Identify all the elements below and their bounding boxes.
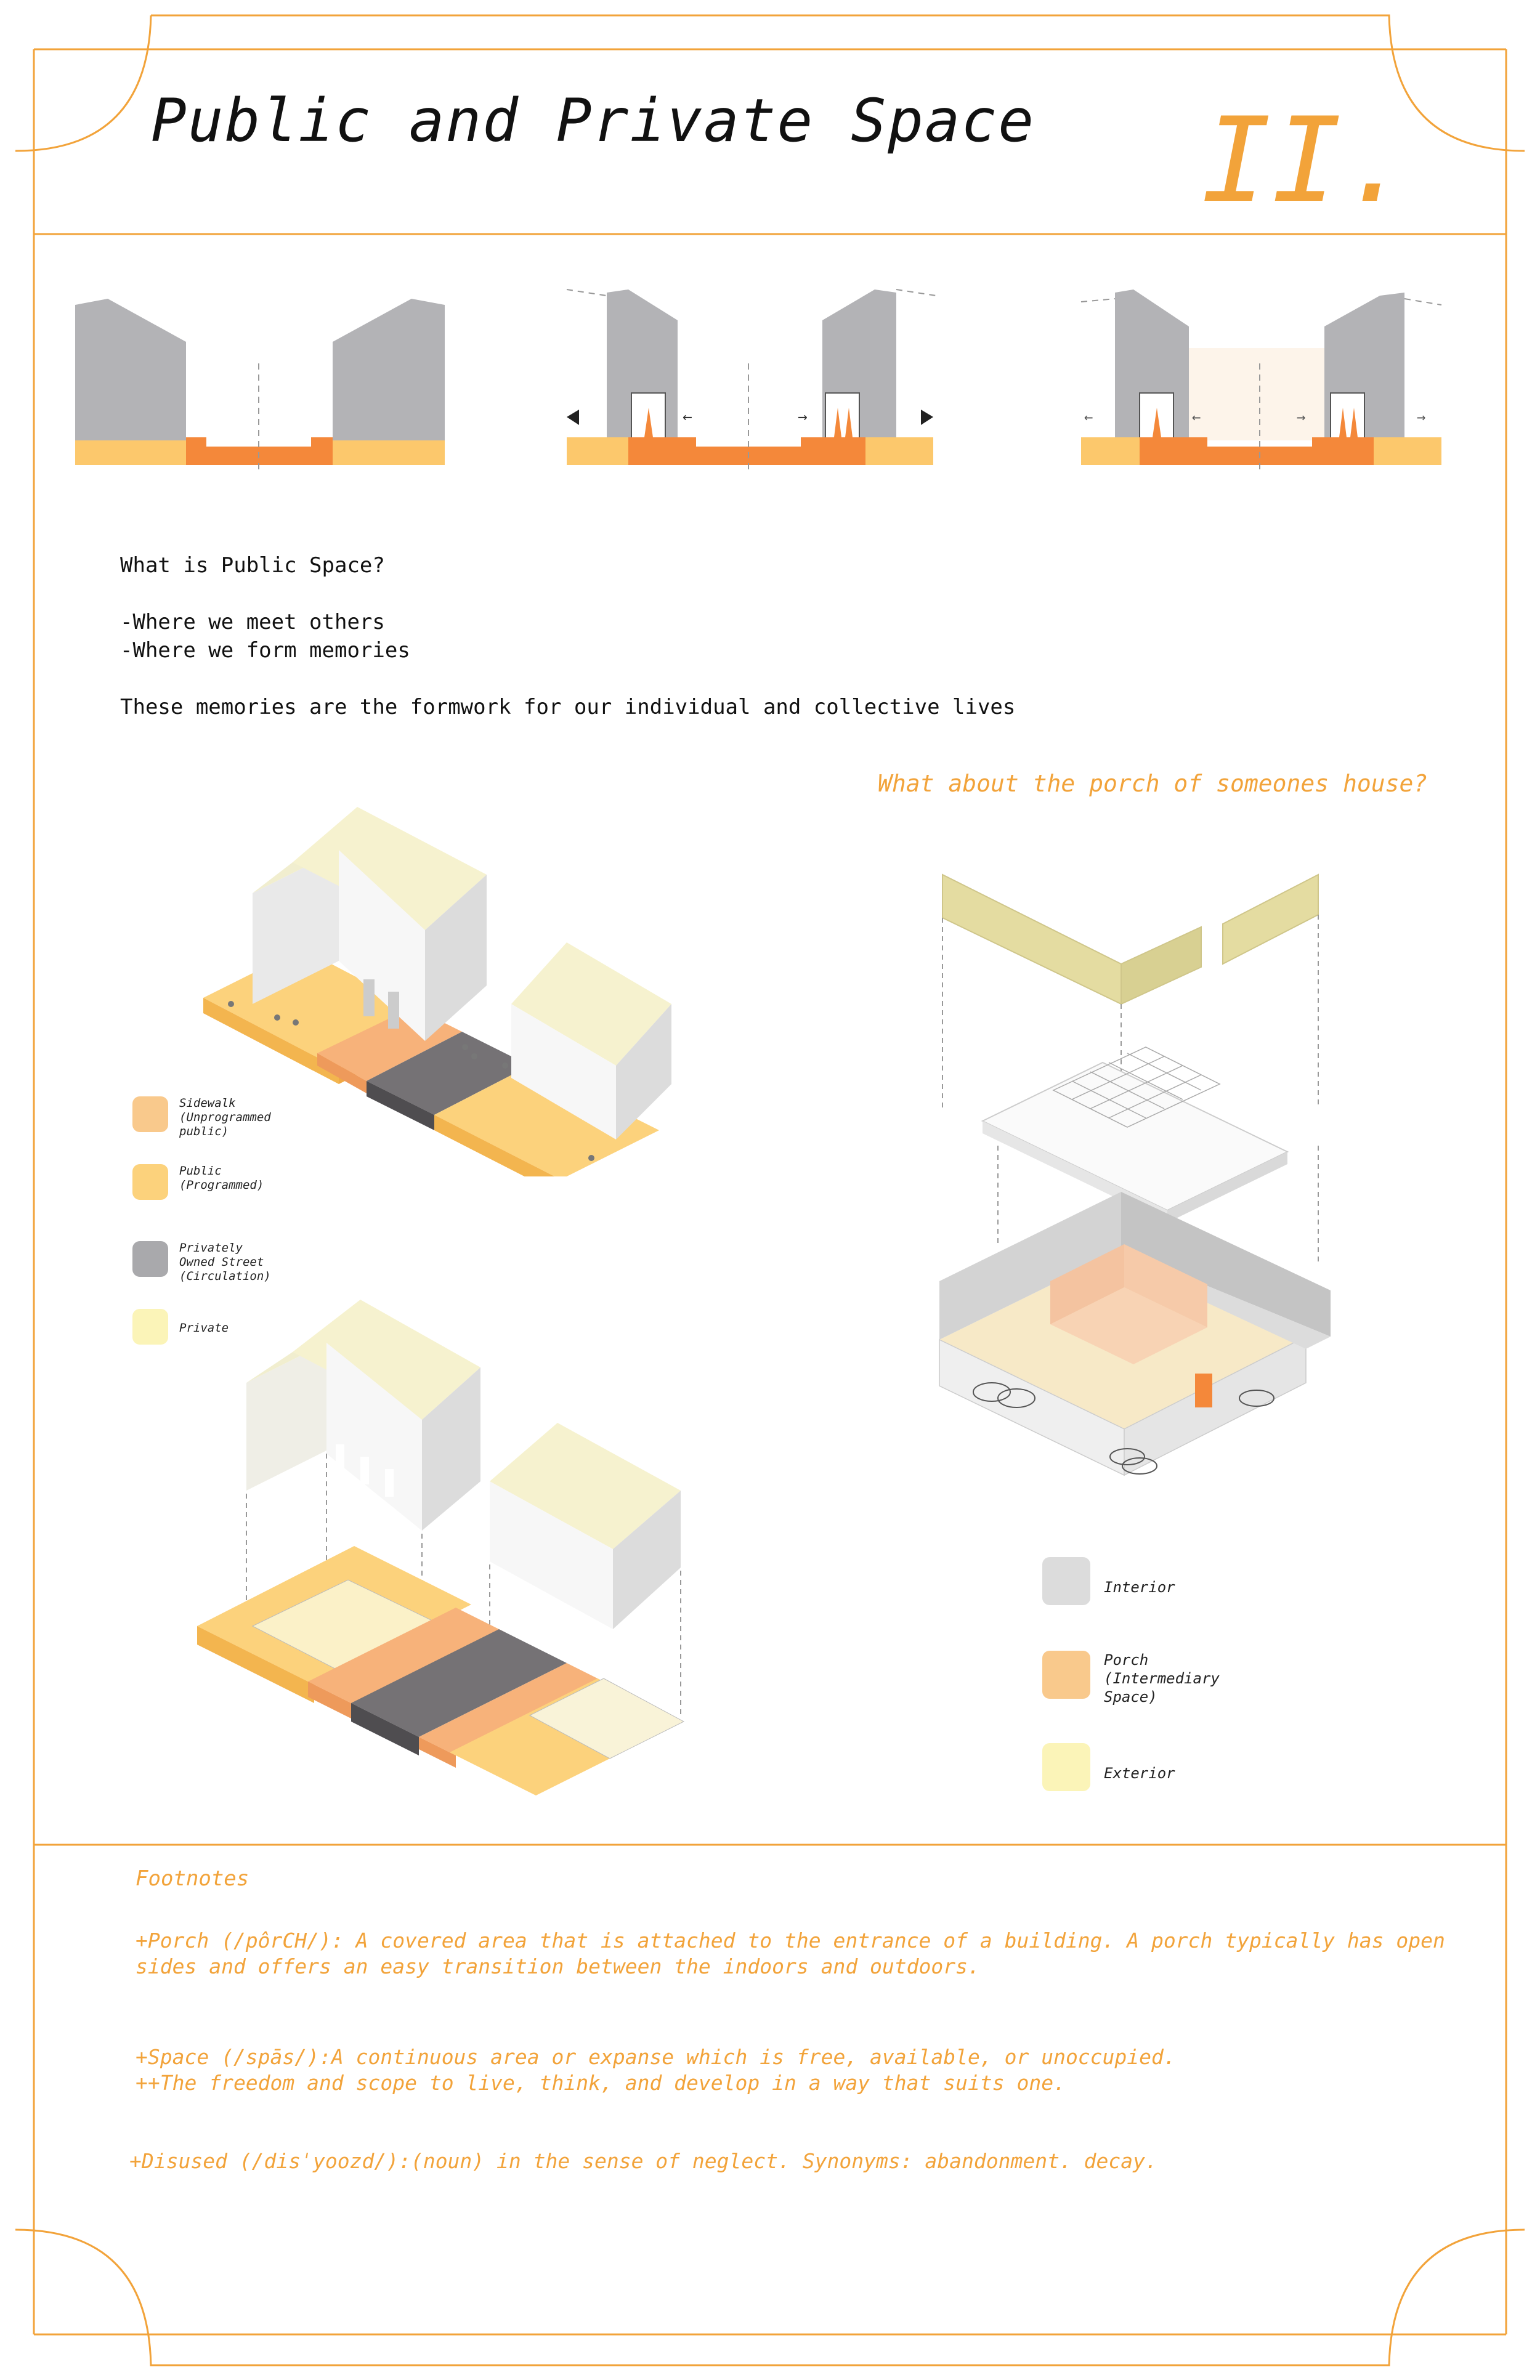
page-title: Public and Private Space (151, 86, 1035, 155)
svg-text:←: ← (683, 408, 692, 426)
legend-interior (1042, 1557, 1175, 1605)
legend-label-interior: Interior (1104, 1579, 1175, 1596)
porch-canopy-zone (1189, 348, 1324, 440)
arrow-right-outer (921, 410, 933, 425)
legend-label-porch: Porch (Intermediary Space) (1104, 1651, 1220, 1706)
legend-swatch-interior (1042, 1557, 1090, 1605)
legend-swatch-private (132, 1309, 168, 1345)
section-diagrams (0, 271, 1540, 493)
svg-text:→: → (798, 408, 808, 426)
intro-bullet-1: -Where we meet others (120, 610, 385, 634)
section-number: II. (1201, 92, 1413, 229)
legend-swatch-private-street (132, 1241, 168, 1277)
section-diagram-2 (567, 289, 936, 474)
legend-swatch-porch (1042, 1651, 1090, 1699)
door-right (1331, 393, 1364, 440)
legend-label-private: Private (179, 1321, 229, 1335)
footnotes (129, 1866, 1445, 2174)
svg-text:←: ← (1192, 408, 1201, 426)
legend-exterior (1042, 1743, 1175, 1791)
footnote-porch-line-2: sides and offers an easy transition between the indoors and outdoors. (136, 1954, 980, 1978)
footnote-disused: +Disused (/disˈyoozd/):(noun) in the sense of neglect. Synonyms: abandonment. decay. (129, 2149, 1157, 2173)
public-ground-right (333, 440, 445, 465)
legend-swatch-public (132, 1164, 168, 1200)
footnote-porch-line-1: +Porch (/pôrCH/): A covered area that is attached to the entrance of a building. A porch typically has open (136, 1929, 1445, 1953)
legend-porch (1042, 1651, 1220, 1706)
building-right (333, 299, 445, 440)
legend-public (132, 1164, 264, 1200)
arrow-left-outer (567, 410, 579, 425)
porch-question: What about the porch of someones house? (878, 770, 1428, 797)
intro-question: What is Public Space? (120, 553, 385, 578)
building-left (75, 299, 186, 440)
section-diagram-1 (75, 299, 445, 474)
legend-label-private-street: Privately Owned Street (Circulation) (179, 1241, 271, 1283)
footnote-space-line-1: +Space (/spās/):A continuous area or expanse which is free, available, or unoccupied. (136, 2045, 1176, 2069)
svg-text:→: → (1297, 408, 1306, 426)
public-ground-left (75, 440, 186, 465)
legend-private-street (132, 1241, 271, 1284)
section-diagram-3 (1081, 289, 1441, 474)
intro-text (120, 551, 1015, 721)
footnote-space-line-2: ++The freedom and scope to live, think, and develop in a way that suits one. (136, 2071, 1066, 2095)
exploded-site-diagram (185, 1290, 739, 1795)
svg-text:→: → (1417, 408, 1426, 426)
public-ground-right (865, 437, 933, 465)
legend-swatch-exterior (1042, 1743, 1090, 1791)
svg-text:←: ← (1084, 408, 1093, 426)
legend-label-sidewalk: Sidewalk (Unprogrammed public) (179, 1096, 271, 1138)
footnotes-title: Footnotes (136, 1866, 249, 1891)
porch-exploded-axonometric (924, 856, 1417, 1534)
intro-statement: These memories are the formwork for our individual and collective lives (120, 695, 1016, 719)
intro-bullet-2: -Where we form memories (120, 638, 410, 663)
legend-sidewalk (132, 1096, 271, 1139)
legend-swatch-sidewalk (132, 1096, 168, 1132)
legend-label-exterior: Exterior (1104, 1765, 1175, 1782)
door-right (825, 393, 859, 440)
legend-label-public: Public (Programmed) (179, 1164, 264, 1192)
public-ground-left (567, 437, 628, 465)
porch-ground (628, 437, 865, 465)
